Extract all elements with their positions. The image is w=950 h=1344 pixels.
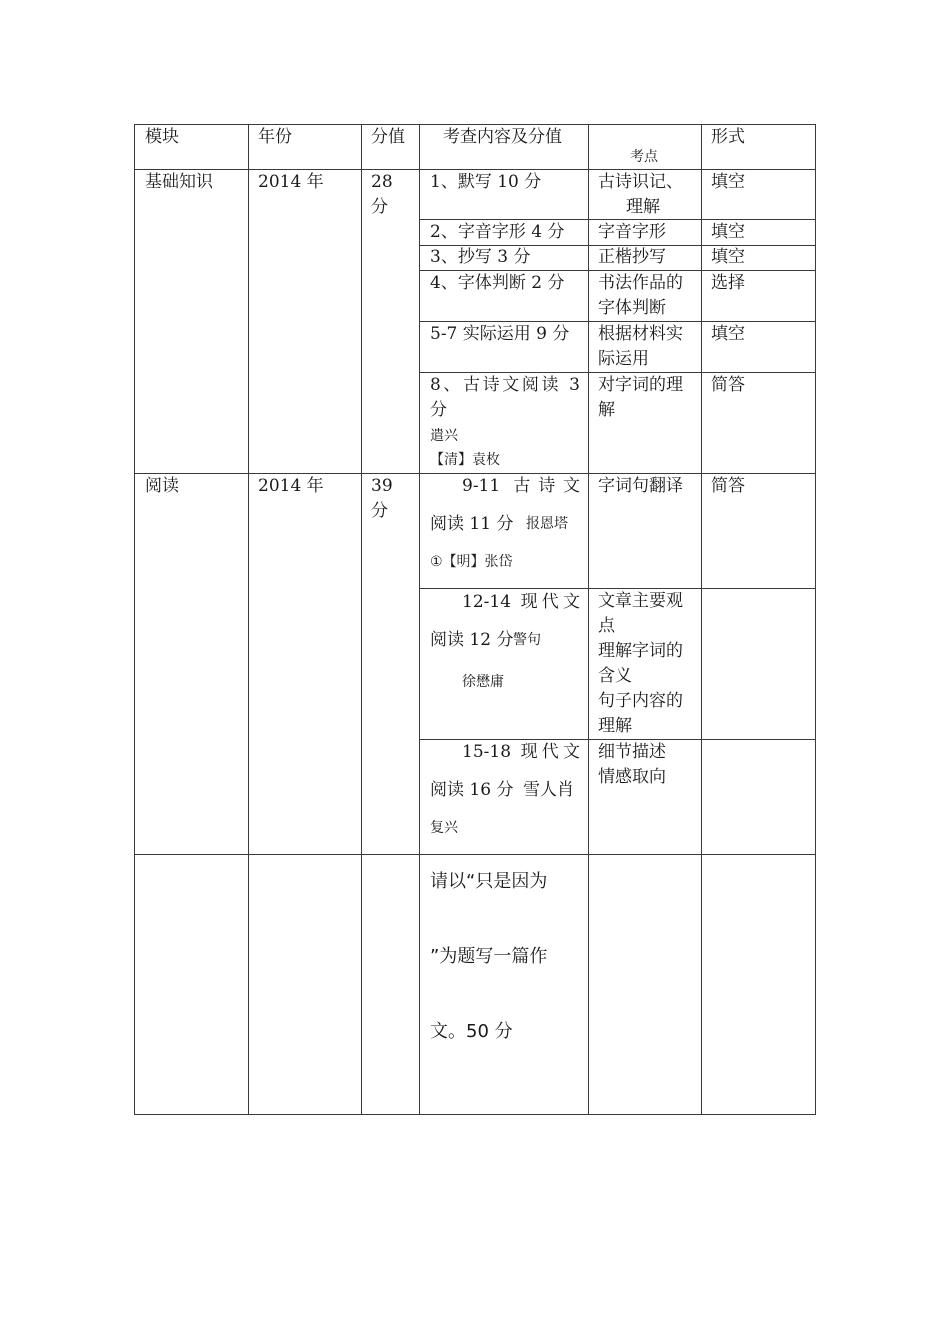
basic-row-3-form: 填空 (711, 247, 745, 267)
reading-row-3-point: 细节描述 (598, 742, 666, 762)
basic-row-3-point: 正楷抄写 (598, 247, 666, 267)
reading-year: 2014 年 (258, 476, 324, 496)
header-module: 模块 (145, 127, 179, 147)
basic-row-5-point: 根据材料实 (598, 324, 683, 344)
reading-row-2-point: 含义 (598, 666, 632, 686)
header-year: 年份 (258, 127, 292, 147)
writing-prompt: ”为题写一篇作 (430, 946, 548, 967)
basic-score: 28 (371, 172, 393, 192)
basic-module: 基础知识 (145, 172, 213, 192)
reading-row-1-form: 简答 (711, 476, 745, 496)
reading-row-3-author: 复兴 (430, 820, 458, 836)
basic-row-4-form: 选择 (711, 273, 745, 293)
reading-row-3-content: 15-18 现代文 (462, 742, 580, 762)
writing-prompt: 文。50 分 (430, 1021, 513, 1042)
basic-row-4-point: 书法作品的 (598, 273, 683, 293)
col-rule (815, 124, 816, 1115)
basic-row-2-point: 字音字形 (598, 222, 666, 242)
basic-row-4-content: 4、字体判断 2 分 (430, 273, 565, 293)
reading-row-1-author: ①【明】张岱 (430, 554, 513, 570)
reading-row-2-point: 句子内容的 (598, 691, 683, 711)
basic-score-unit: 分 (371, 197, 388, 217)
basic-row-2-content: 2、字音字形 4 分 (430, 222, 565, 242)
basic-row-5-content: 5-7 实际运用 9 分 (430, 324, 570, 344)
basic-row-1-point: 理解 (626, 197, 660, 217)
basic-row-6-point: 解 (598, 400, 615, 420)
basic-row-6-form: 简答 (711, 375, 745, 395)
basic-row-4-point: 字体判断 (598, 298, 666, 318)
basic-year: 2014 年 (258, 172, 324, 192)
rule-bottom (135, 1114, 816, 1115)
basic-row-5-form: 填空 (711, 324, 745, 344)
reading-row-3-content: 阅读 16 分 (430, 780, 514, 800)
reading-row-1-point: 字词句翻译 (598, 476, 683, 496)
basic-row-6-content: 8、古诗文阅读 3 (430, 375, 580, 395)
basic-row-1-point: 古诗识记、 (598, 172, 683, 192)
reading-row-1-content: 9-11 古诗文 (462, 476, 580, 496)
reading-row-2-point: 点 (598, 616, 615, 636)
writing-prompt: 请以“只是因为 (430, 871, 548, 892)
basic-row-5-point: 际运用 (598, 349, 649, 369)
basic-row-3-content: 3、抄写 3 分 (430, 247, 531, 267)
reading-module: 阅读 (145, 476, 179, 496)
basic-row-6-point: 对字词的理 (598, 375, 683, 395)
reading-row-1-title: 报恩塔 (526, 516, 568, 532)
reading-row-2-point: 理解 (598, 716, 632, 736)
header-point: 考点 (630, 149, 658, 165)
reading-row-2-author: 徐懋庸 (462, 674, 504, 690)
reading-row-2-title: 警句 (513, 632, 541, 648)
col-rule (588, 124, 589, 1115)
reading-row-2-content: 12-14 现代文 (462, 592, 580, 612)
basic-row-6-poem-author: 【清】袁枚 (430, 452, 500, 468)
reading-score-unit: 分 (371, 501, 388, 521)
reading-row-1-content: 阅读 11 分 (430, 514, 514, 534)
col-rule (701, 124, 702, 1115)
basic-row-1-content: 1、默写 10 分 (430, 172, 542, 192)
reading-row-2-content: 阅读 12 分 (430, 630, 514, 650)
col-rule (248, 124, 249, 1115)
col-rule (361, 124, 362, 1115)
basic-row-6-poem-title: 遣兴 (430, 428, 458, 444)
basic-row-1-form: 填空 (711, 172, 745, 192)
basic-row-6-content: 分 (430, 400, 447, 420)
reading-row-3-title: 雪人肖 (523, 780, 574, 800)
reading-row-2-point: 理解字词的 (598, 641, 683, 661)
header-form: 形式 (711, 127, 745, 147)
header-content: 考查内容及分值 (443, 127, 562, 147)
header-score: 分值 (371, 127, 405, 147)
basic-row-2-form: 填空 (711, 222, 745, 242)
reading-score: 39 (371, 476, 393, 496)
reading-row-3-point: 情感取向 (598, 767, 666, 787)
col-rule (134, 124, 135, 1115)
col-rule (419, 124, 420, 1115)
reading-row-2-point: 文章主要观 (598, 591, 683, 611)
